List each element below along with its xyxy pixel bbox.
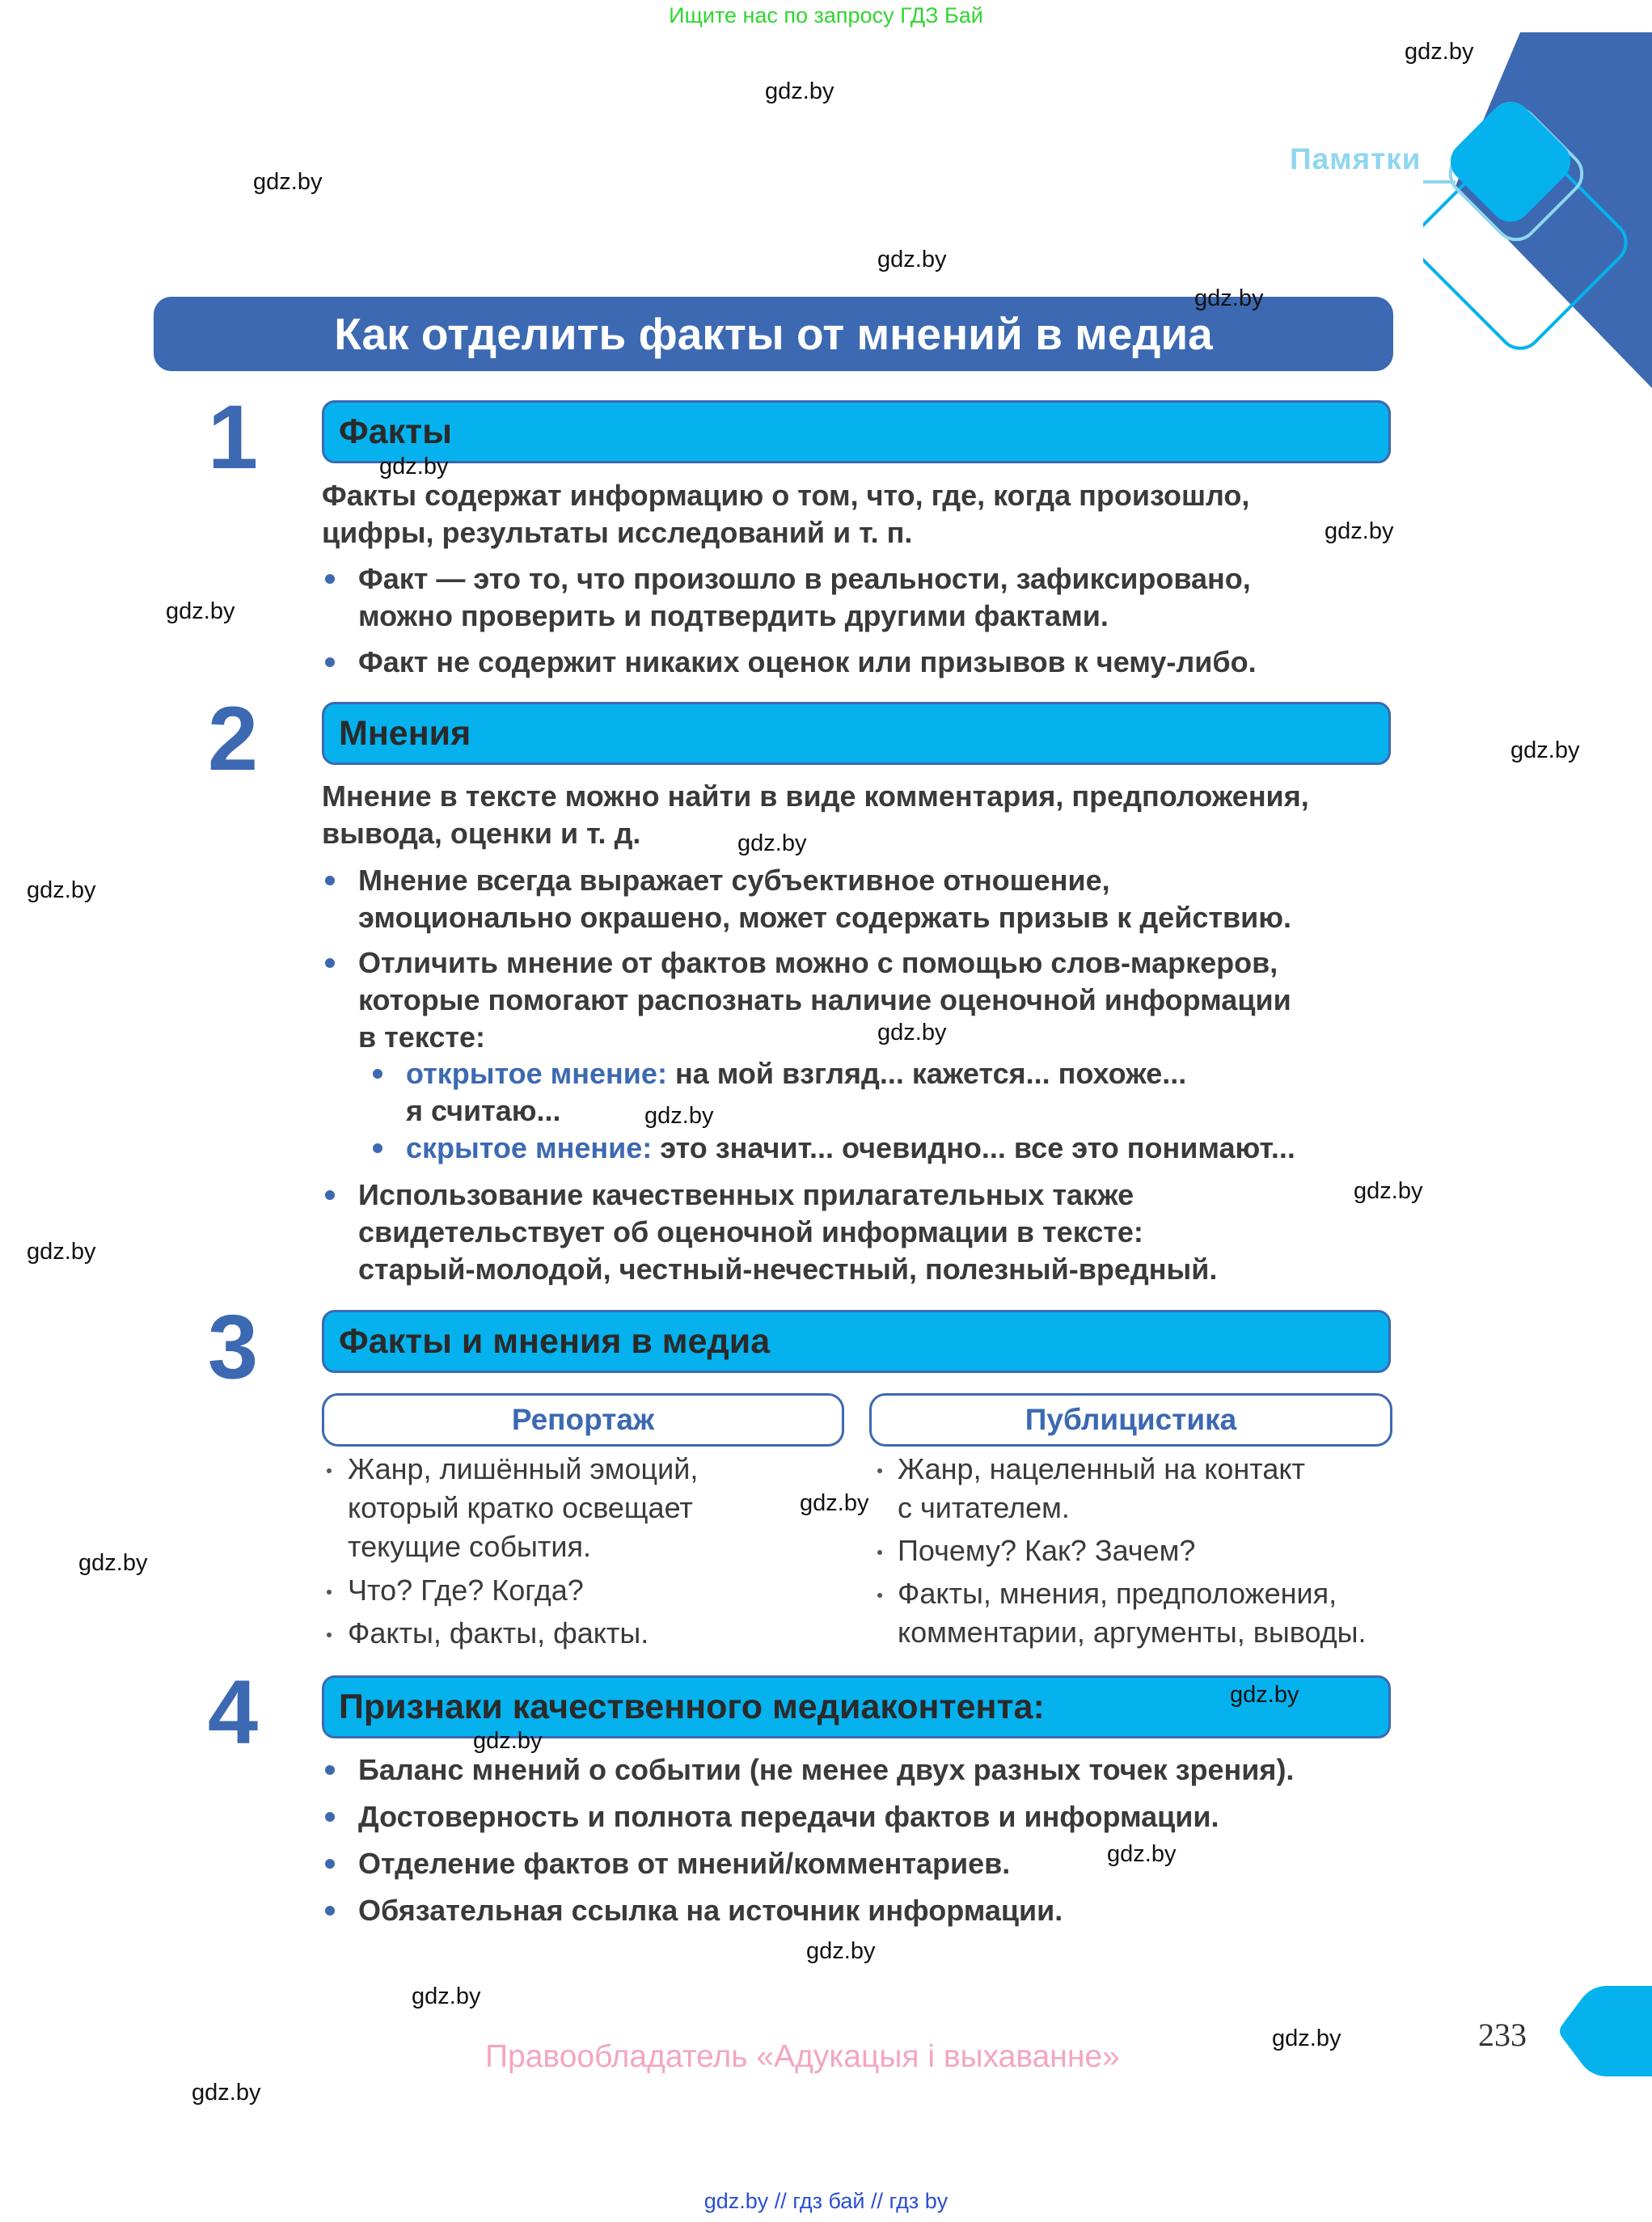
sub-bullet-dot bbox=[373, 1143, 382, 1153]
reportage-item-1: Жанр, лишённый эмоций, который кратко освещает текущие события. bbox=[348, 1452, 699, 1563]
section-number-3: 3 bbox=[207, 1296, 259, 1397]
watermark: gdz.by bbox=[1272, 2026, 1341, 2051]
corner-decoration bbox=[1423, 32, 1652, 396]
watermark: gdz.by bbox=[78, 1550, 148, 1576]
publicism-item-2: Почему? Как? Зачем? bbox=[898, 1534, 1196, 1567]
watermark: gdz.by bbox=[877, 1020, 947, 1046]
list-dot bbox=[877, 1593, 882, 1598]
open-opinion-markers: открытое мнение: на мой взгляд... кажется... похоже... я считаю... bbox=[406, 1057, 1187, 1127]
page-number: 233 bbox=[1478, 2017, 1527, 2053]
sub-bullet-dot bbox=[373, 1069, 382, 1079]
facts-bullet-2: Факт не содержит никаких оценок или призывов к чему-либо. bbox=[358, 645, 1257, 678]
section-heading-quality: Признаки качественного медиаконтента: bbox=[322, 1675, 1391, 1738]
section-number-4: 4 bbox=[207, 1662, 259, 1763]
bullet-dot bbox=[325, 876, 335, 885]
bullet-dot bbox=[325, 1190, 335, 1200]
section-number-2: 2 bbox=[207, 688, 259, 789]
watermark: gdz.by bbox=[192, 2080, 261, 2106]
reportage-header: Репортаж bbox=[322, 1393, 844, 1447]
copyright-notice: Правообладатель «Адукацыя і выхаванне» bbox=[485, 2039, 1120, 2074]
watermark: gdz.by bbox=[1354, 1178, 1423, 1204]
publicism-item-1: Жанр, нацеленный на контакт с читателем. bbox=[898, 1452, 1305, 1524]
watermark: gdz.by bbox=[737, 830, 807, 856]
quality-bullet-3: Отделение фактов от мнений/комментариев. bbox=[358, 1847, 1011, 1880]
watermark: gdz.by bbox=[1107, 1841, 1177, 1867]
publicism-header: Публицистика bbox=[869, 1393, 1392, 1447]
section-number-1: 1 bbox=[207, 387, 259, 488]
opinions-bullet-3: Использование качественных прилагательных также свидетельствует об оценочной информации в тексте: старый-молодой, честный-нечестный, полезный-вредный. bbox=[358, 1178, 1218, 1286]
quality-bullet-2: Достоверность и полнота передачи фактов и информации. bbox=[358, 1800, 1219, 1833]
watermark: gdz.by bbox=[765, 78, 834, 104]
top-search-hint: Ищите нас по запросу ГДЗ Бай bbox=[669, 3, 983, 27]
section-heading-opinions: Мнения bbox=[322, 702, 1391, 765]
section-tag: Памятки bbox=[1290, 142, 1422, 175]
watermark: gdz.by bbox=[473, 1728, 543, 1754]
watermark: gdz.by bbox=[253, 169, 323, 195]
watermark: gdz.by bbox=[877, 247, 947, 272]
opinions-intro: Мнение в тексте можно найти в виде комментария, предположения, вывода, оценки и т. д. bbox=[322, 779, 1309, 850]
section-heading-facts: Факты bbox=[322, 400, 1391, 463]
quality-bullet-4: Обязательная ссылка на источник информации. bbox=[358, 1894, 1063, 1927]
reportage-item-2: Что? Где? Когда? bbox=[348, 1574, 584, 1607]
list-dot bbox=[877, 1468, 882, 1473]
watermark: gdz.by bbox=[412, 1983, 481, 2009]
bullet-dot bbox=[325, 1765, 335, 1775]
footer-links: gdz.by // гдз бай // гдз by bbox=[703, 2189, 949, 2213]
bullet-dot bbox=[325, 1906, 335, 1916]
publicism-item-3: Факты, мнения, предположения, комментарии, аргументы, выводы. bbox=[898, 1577, 1367, 1649]
list-dot bbox=[327, 1590, 332, 1595]
hidden-opinion-markers: скрытое мнение: это значит... очевидно... все это понимают... bbox=[406, 1131, 1295, 1164]
list-dot bbox=[327, 1633, 332, 1637]
watermark: gdz.by bbox=[1194, 285, 1264, 311]
bullet-dot bbox=[325, 657, 335, 667]
watermark: gdz.by bbox=[27, 1239, 96, 1265]
watermark: gdz.by bbox=[806, 1938, 876, 1964]
watermark: gdz.by bbox=[27, 877, 96, 903]
watermark: gdz.by bbox=[166, 598, 235, 624]
watermark: gdz.by bbox=[800, 1490, 869, 1516]
watermark: gdz.by bbox=[379, 454, 449, 479]
reportage-item-3: Факты, факты, факты. bbox=[348, 1616, 649, 1650]
page-title: Как отделить факты от мнений в медиа bbox=[154, 297, 1393, 371]
section-heading-media: Факты и мнения в медиа bbox=[322, 1310, 1391, 1373]
page-tab-decoration bbox=[1559, 1986, 1652, 2076]
watermark: gdz.by bbox=[1230, 1682, 1299, 1708]
list-dot bbox=[327, 1468, 332, 1473]
watermark: gdz.by bbox=[644, 1103, 714, 1129]
quality-bullet-1: Баланс мнений о событии (не менее двух разных точек зрения). bbox=[358, 1753, 1295, 1786]
opinions-bullet-1: Мнение всегда выражает субъективное отношение, эмоционально окрашено, может содержать призыв к действию. bbox=[358, 864, 1291, 934]
facts-bullet-1: Факт — это то, что произошло в реальности, зафиксировано, можно проверить и подтвердить другими фактами. bbox=[358, 562, 1251, 632]
bullet-dot bbox=[325, 958, 335, 968]
watermark: gdz.by bbox=[1325, 518, 1394, 544]
watermark: gdz.by bbox=[1405, 39, 1474, 65]
bullet-dot bbox=[325, 1812, 335, 1822]
list-dot bbox=[877, 1550, 882, 1555]
facts-intro: Факты содержат информацию о том, что, где, когда произошло, цифры, результаты исследований и т. п. bbox=[322, 479, 1250, 549]
bullet-dot bbox=[325, 574, 335, 584]
watermark: gdz.by bbox=[1510, 737, 1580, 763]
bullet-dot bbox=[325, 1859, 335, 1869]
opinions-bullet-2: Отличить мнение от фактов можно с помощью слов-маркеров, которые помогают распознать наличие оценочной информации в тексте: bbox=[358, 946, 1291, 1054]
